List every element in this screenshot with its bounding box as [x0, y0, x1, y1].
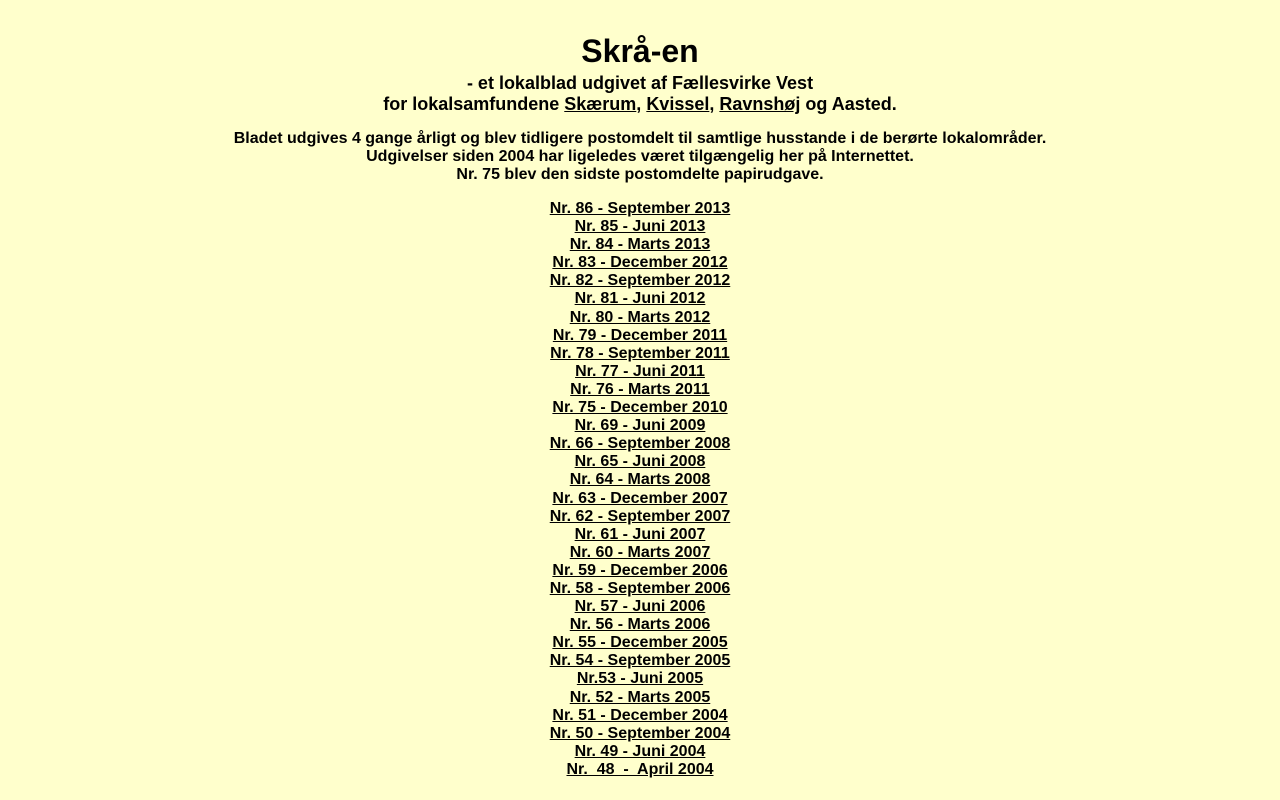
issue-link[interactable]: Nr. 75 - December 2010 — [552, 399, 728, 417]
intro-line-3: Nr. 75 blev den sidste postomdelte papirudgave. — [456, 166, 824, 183]
issue-link[interactable]: Nr. 65 - Juni 2008 — [574, 453, 706, 471]
intro-line-2: Udgivelser siden 2004 har ligeledes været tilgængelig her på Internettet. — [366, 148, 914, 165]
list-item — [0, 761, 1280, 779]
issue-link[interactable]: Nr. 62 - September 2007 — [549, 507, 731, 525]
town-link-skaerum[interactable]: Skærum — [564, 94, 637, 114]
separator: , — [709, 94, 720, 114]
list-item — [0, 490, 1280, 508]
list-item — [0, 417, 1280, 435]
issue-link[interactable]: Nr. 85 - Juni 2013 — [574, 218, 706, 236]
separator: , — [636, 94, 647, 114]
subtitle-line-2 — [0, 94, 1280, 115]
list-item — [0, 508, 1280, 526]
issue-link[interactable]: Nr. 80 - Marts 2012 — [569, 308, 711, 326]
issue-link[interactable]: Nr. 49 - Juni 2004 — [574, 742, 706, 760]
list-item — [0, 634, 1280, 652]
list-item — [0, 526, 1280, 544]
page-title: Skrå-en — [581, 33, 699, 69]
subtitle — [0, 73, 1280, 115]
issue-link[interactable]: Nr. 63 - December 2007 — [552, 489, 728, 507]
list-item — [0, 345, 1280, 363]
list-item — [0, 290, 1280, 308]
intro-text — [0, 130, 1280, 184]
list-item — [0, 598, 1280, 616]
issue-link[interactable]: Nr. 54 - September 2005 — [549, 652, 731, 670]
issue-link[interactable]: Nr. 61 - Juni 2007 — [574, 525, 706, 543]
list-item — [0, 363, 1280, 381]
list-item — [0, 254, 1280, 272]
list-item — [0, 562, 1280, 580]
issue-link[interactable]: Nr. 83 - December 2012 — [552, 254, 728, 272]
subtitle-suffix: og Aasted. — [800, 94, 897, 114]
list-item — [0, 707, 1280, 725]
town-link-ravnshoej[interactable]: Ravnshøj — [719, 94, 801, 114]
issue-link[interactable]: Nr.53 - Juni 2005 — [576, 670, 704, 688]
issue-link[interactable]: Nr. 78 - September 2011 — [550, 344, 730, 362]
list-item — [0, 580, 1280, 598]
issue-link[interactable]: Nr. 57 - Juni 2006 — [574, 598, 706, 616]
issue-link[interactable]: Nr. 56 - Marts 2006 — [569, 616, 711, 634]
town-link-kvissel[interactable]: Kvissel — [646, 94, 710, 114]
list-item — [0, 725, 1280, 743]
list-item — [0, 236, 1280, 254]
subtitle-prefix: for lokalsamfundene — [383, 94, 565, 114]
list-item — [0, 670, 1280, 688]
list-item — [0, 616, 1280, 634]
list-item — [0, 743, 1280, 761]
issue-link[interactable]: Nr. 79 - December 2011 — [552, 326, 728, 344]
issue-link[interactable]: Nr. 86 - September 2013 — [549, 200, 731, 217]
issue-link[interactable]: Nr. 69 - Juni 2009 — [574, 417, 706, 435]
list-item — [0, 453, 1280, 471]
issue-link[interactable]: Nr. 81 - Juni 2012 — [574, 290, 706, 308]
issue-link[interactable]: Nr. 76 - Marts 2011 — [570, 380, 710, 398]
intro-line-1: Bladet udgives 4 gange årligt og blev tidligere postomdelt til samtlige husstande i de berørte lokalområder. — [233, 130, 1047, 147]
issue-link[interactable]: Nr. 84 - Marts 2013 — [569, 236, 711, 254]
issue-link[interactable]: Nr. 77 - Juni 2011 — [575, 362, 705, 380]
list-item — [0, 435, 1280, 453]
issue-link[interactable]: Nr. 58 - September 2006 — [549, 579, 731, 597]
issue-link[interactable]: Nr. 48 - April 2004 — [566, 760, 714, 778]
issue-link[interactable]: Nr. 50 - September 2004 — [549, 724, 731, 742]
list-item — [0, 689, 1280, 707]
subtitle-line-1: - et lokalblad udgivet af Fællesvirke Vest — [466, 73, 814, 93]
list-item — [0, 309, 1280, 327]
list-item — [0, 652, 1280, 670]
issue-link[interactable]: Nr. 66 - September 2008 — [549, 435, 731, 453]
list-item — [0, 272, 1280, 290]
list-item — [0, 327, 1280, 345]
issue-link[interactable]: Nr. 51 - December 2004 — [552, 706, 728, 724]
list-item — [0, 200, 1280, 218]
list-item — [0, 544, 1280, 562]
issue-list — [0, 200, 1280, 779]
list-item — [0, 381, 1280, 399]
issue-link[interactable]: Nr. 82 - September 2012 — [549, 272, 731, 290]
issue-link[interactable]: Nr. 52 - Marts 2005 — [569, 688, 711, 706]
issue-link[interactable]: Nr. 60 - Marts 2007 — [569, 543, 711, 561]
issue-link[interactable]: Nr. 59 - December 2006 — [552, 561, 728, 579]
issue-link[interactable]: Nr. 64 - Marts 2008 — [569, 471, 711, 489]
list-item — [0, 218, 1280, 236]
issue-link[interactable]: Nr. 55 - December 2005 — [552, 634, 728, 652]
list-item — [0, 471, 1280, 489]
list-item — [0, 399, 1280, 417]
